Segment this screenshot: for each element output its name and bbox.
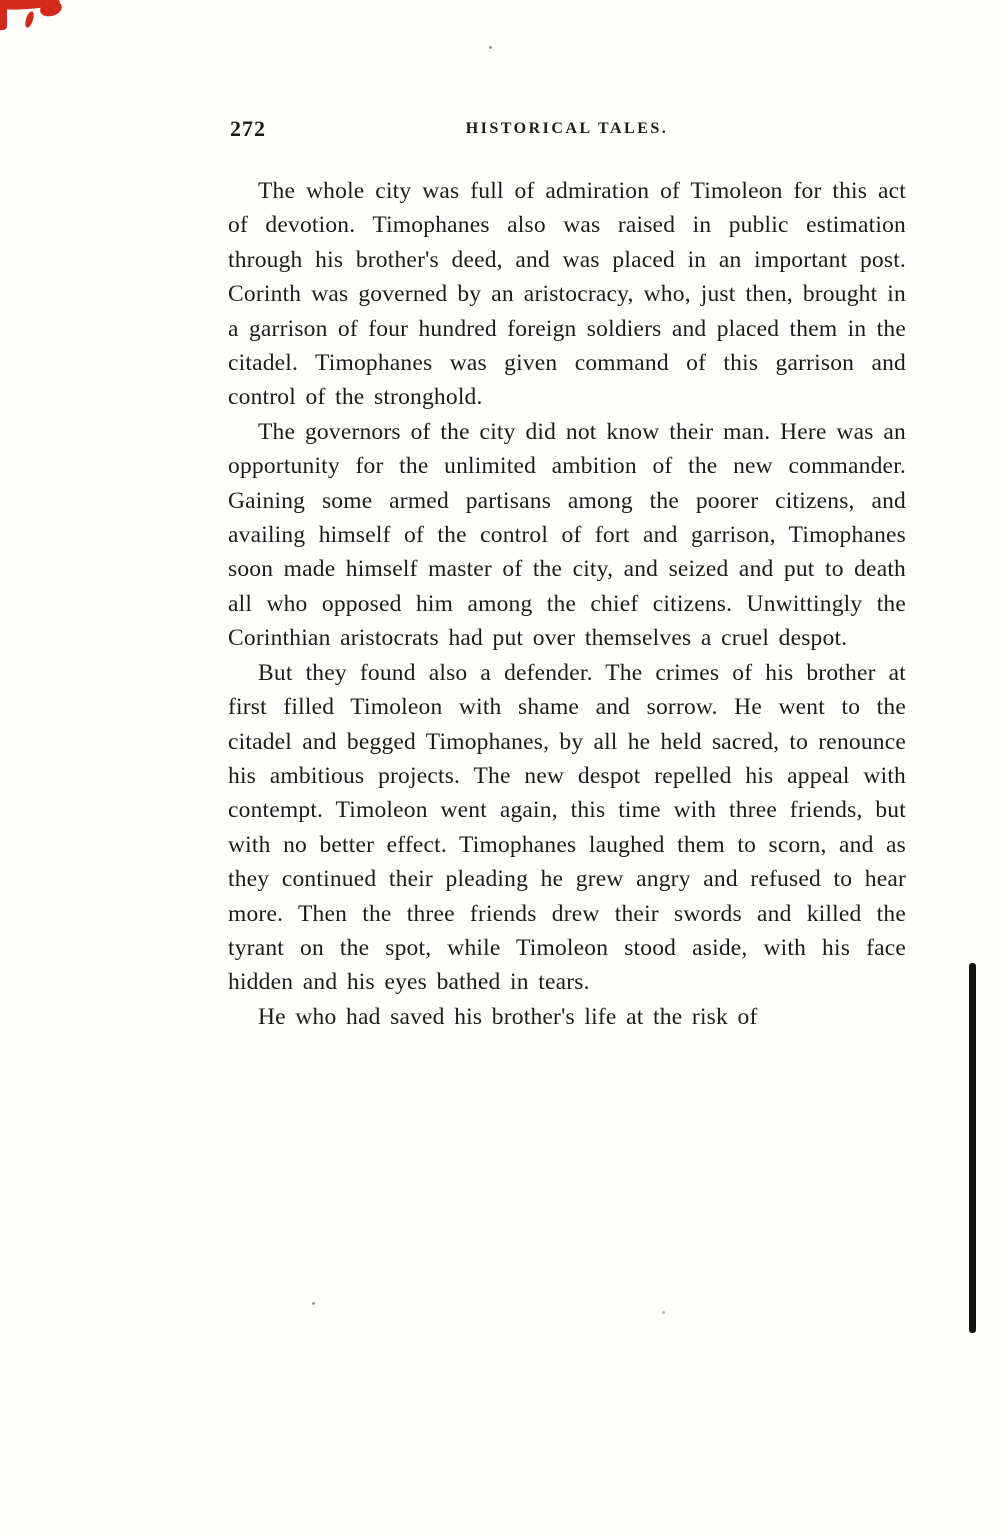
paragraph-4-partial: He who had saved his brother's life at the risk of: [258, 1003, 758, 1030]
text-block: [228, 116, 906, 1034]
paragraph-1: The whole city was full of admiration of Timoleon for this act of devotion. Timophanes also was raised in public estimation through his brother's deed, and was placed in an important post. Corinth was governed by an aristocracy, who, just then, brought in a garrison of four hundred foreign soldiers and placed them in the citadel. Timophanes was given command of this garrison and control of the stronghold.: [228, 178, 906, 411]
red-pen-mark: [0, 0, 7, 30]
running-title: HISTORICAL TALES.: [465, 120, 669, 137]
scan-speck: [489, 46, 492, 49]
paragraph-2: The governors of the city did not know their man. Here was an opportunity for the unlimited ambition of the new commander. Gaining some armed partisans among the poorer citizens, and availing himself of the control of fort and garrison, Timophanes soon made himself master of the city, and seized and put to death all who opposed him among the chief citizens. Unwittingly the Corinthian aristocrats had put over themselves a cruel despot.: [228, 418, 906, 652]
page-number: 272: [230, 116, 266, 141]
scan-speck: [312, 1302, 315, 1305]
scan-binding-line: [969, 963, 976, 1333]
scan-speck: [662, 1311, 665, 1314]
red-pen-mark: [24, 10, 36, 28]
paragraph-3: But they found also a defender. The crimes of his brother at first filled Timoleon with shame and sorrow. He went to the citadel and begged Timophanes, by all he held sacred, to renounce his ambitious projects. The new despot repelled his appeal with contempt. Timoleon went again, this time with three friends, but with no better effect. Timophanes laughed them to scorn, and as they continued their pleading he grew angry and refused to hear more. Then the three friends drew their swords and killed the tyrant on the spot, while Timoleon stood aside, with his face hidden and his eyes bathed in tears.: [228, 659, 906, 996]
page-header: [228, 116, 906, 144]
